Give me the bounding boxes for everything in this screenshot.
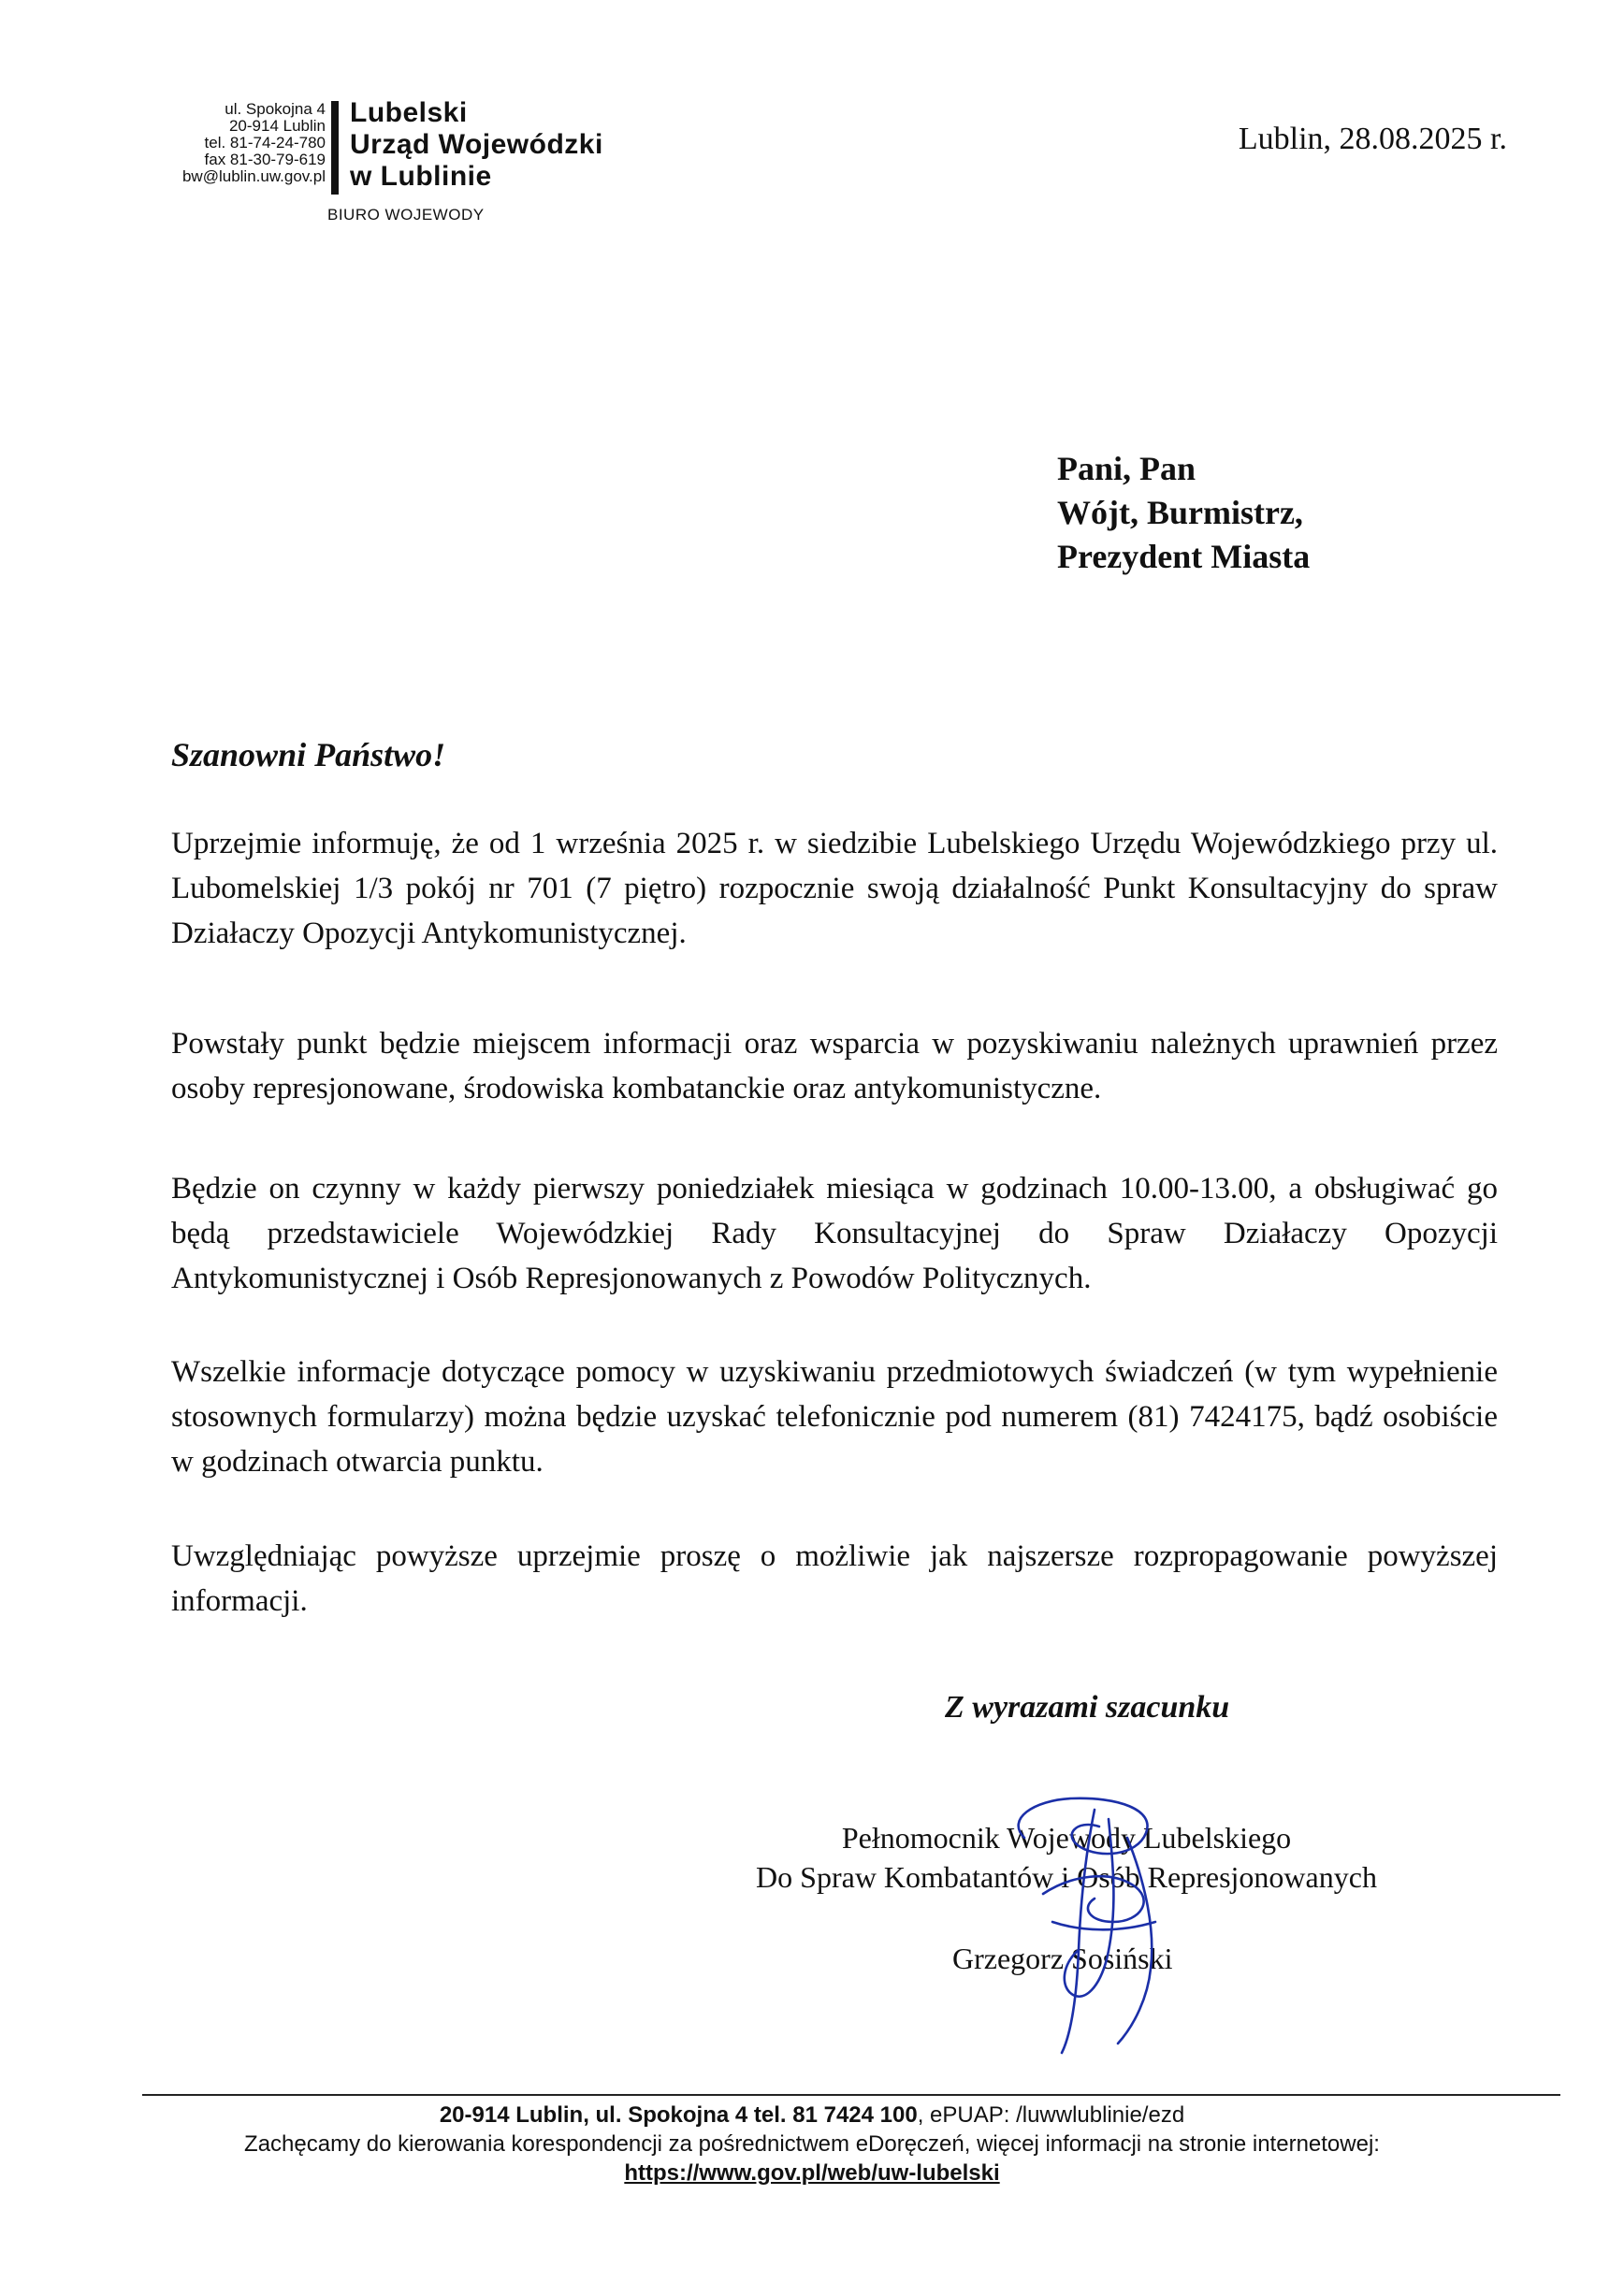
signatory-title-line-1: Pełnomocnik Wojewody Lubelskiego bbox=[841, 1821, 1292, 1855]
contact-street: ul. Spokojna 4 bbox=[225, 100, 326, 118]
paragraph-text: Będzie on czynny w każdy pierwszy poniedziałek miesiąca w godzinach 10.00-13.00, a obsługiwać go będą przedstawiciele Wojewódzkiej Rady Konsultacyjnej do Spraw Działaczy Opozycji Antykomunistycznej i Osób Represjonowanych z Powodów Politycznych. bbox=[171, 1172, 1498, 1295]
office-name-line-1: Lubelski bbox=[350, 97, 468, 128]
closing-phrase: Z wyrazami szacunku bbox=[945, 1690, 1230, 1725]
footer-epuap: , ePUAP: /luwwlublinie/ezd bbox=[917, 2102, 1185, 2128]
footer bbox=[94, 2101, 1530, 2188]
paragraph-text: Wszelkie informacje dotyczące pomocy w uzyskiwaniu przedmiotowych świadczeń (w tym wypełnienie stosownych formularzy) można będzie uzyskać telefonicznie pod numerem (81) 7424175, bądź osobiście w godzinach otwarcia punktu. bbox=[171, 1355, 1498, 1479]
body-paragraph-3 bbox=[171, 1166, 1498, 1301]
letter-date: Lublin, 28.08.2025 r. bbox=[1238, 122, 1507, 156]
handwritten-signature bbox=[968, 1782, 1211, 2062]
footer-notice: Zachęcamy do kierowania korespondencji za pośrednictwem eDoręczeń, więcej informacji na stronie internetowej: bbox=[244, 2131, 1380, 2157]
footer-divider bbox=[142, 2094, 1560, 2096]
office-name-line-3: w Lublinie bbox=[350, 161, 492, 192]
office-name-line-2: Urząd Wojewódzki bbox=[350, 129, 603, 160]
contact-phone: tel. 81-74-24-780 bbox=[204, 134, 326, 152]
salutation: Szanowni Państwo! bbox=[171, 736, 446, 773]
body-paragraph-5 bbox=[171, 1534, 1498, 1624]
letterhead-department: BIURO WOJEWODY bbox=[327, 206, 485, 224]
contact-fax: fax 81-30-79-619 bbox=[204, 151, 326, 168]
letterhead-office-name bbox=[350, 97, 603, 193]
recipient-line-3: Prezydent Miasta bbox=[1057, 538, 1311, 575]
recipient-line-2: Wójt, Burmistrz, bbox=[1057, 494, 1303, 531]
footer-website-link[interactable]: https://www.gov.pl/web/uw-lubelski bbox=[624, 2160, 1000, 2186]
recipient-block bbox=[1057, 447, 1310, 579]
recipient-line-1: Pani, Pan bbox=[1057, 450, 1196, 487]
letterhead-contact bbox=[112, 101, 326, 185]
body-paragraph-2 bbox=[171, 1021, 1498, 1111]
body-paragraph-4 bbox=[171, 1350, 1498, 1484]
letterhead-logo-bar bbox=[331, 101, 339, 195]
footer-address-line bbox=[94, 2101, 1530, 2130]
contact-postal: 20-914 Lublin bbox=[228, 117, 326, 135]
paragraph-text: Powstały punkt będzie miejscem informacji oraz wsparcia w pozyskiwaniu należnych uprawnień przez osoby represjonowane, środowiska kombatanckie oraz antykomunistyczne. bbox=[171, 1027, 1498, 1105]
contact-email: bw@lublin.uw.gov.pl bbox=[181, 167, 326, 185]
signatory-title-line-2: Do Spraw Kombatantów i Osób Represjonowanych bbox=[756, 1860, 1377, 1894]
signatory-name: Grzegorz Sosiński bbox=[952, 1942, 1173, 1975]
footer-address: 20-914 Lublin, ul. Spokojna 4 tel. 81 7424 100 bbox=[439, 2102, 918, 2128]
paragraph-text: Uwzględniając powyższe uprzejmie proszę o możliwie jak najszersze rozpropagowanie powyższej informacji. bbox=[171, 1539, 1498, 1618]
body-paragraph-1 bbox=[171, 821, 1498, 956]
paragraph-text: Uprzejmie informuję, że od 1 września 2025 r. w siedzibie Lubelskiego Urzędu Wojewódzkiego przy ul. Lubomelskiej 1/3 pokój nr 701 (7 piętro) rozpocznie swoją działalność Punkt Konsultacyjny do spraw Działaczy Opozycji Antykomunistycznej. bbox=[171, 827, 1498, 950]
